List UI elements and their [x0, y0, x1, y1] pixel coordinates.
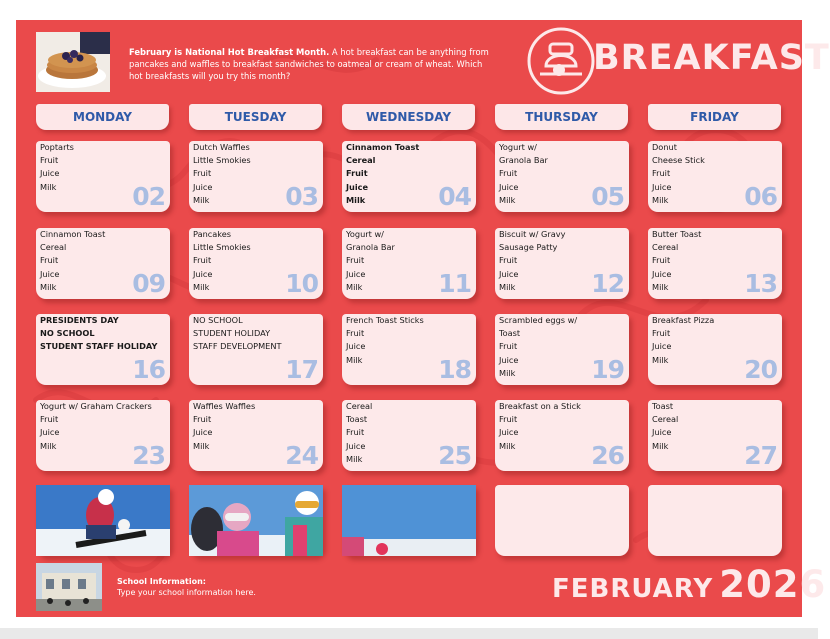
breakfast-logo-icon: [526, 26, 596, 96]
day-number: 20: [744, 355, 777, 384]
menu-item: Toast: [499, 328, 521, 339]
day-number: 27: [744, 441, 777, 470]
day-cell: [189, 400, 323, 471]
menu-items: [499, 228, 565, 294]
day-number: 09: [132, 269, 165, 298]
menu-item: Fruit: [193, 414, 212, 425]
menu-item: Juice: [652, 427, 672, 438]
menu-item: Poptarts: [40, 142, 74, 152]
menu-item: Sausage Patty: [499, 242, 558, 253]
month-year: [552, 563, 826, 606]
menu-item: Cereal: [652, 414, 679, 425]
menu-item: Milk: [652, 354, 669, 365]
menu-item: Granola Bar: [499, 155, 548, 166]
menu-item: Cinnamon Toast: [346, 142, 420, 152]
day-cell: [36, 228, 170, 299]
day-header-tuesday: TUESDAY: [189, 104, 322, 130]
menu-item: Milk: [499, 367, 516, 378]
day-cell: [36, 314, 170, 385]
menu-item: Milk: [346, 354, 363, 365]
menu-item: Granola Bar: [346, 242, 395, 253]
menu-item: Juice: [499, 427, 519, 438]
day-cell: [189, 141, 323, 212]
menu-item: Juice: [499, 354, 519, 365]
menu-item: Juice: [40, 168, 60, 179]
day-number: 02: [132, 182, 165, 211]
menu-items: [193, 228, 251, 294]
menu-item: Juice: [346, 440, 366, 451]
day-cell: [648, 141, 782, 212]
day-cell: [342, 400, 476, 471]
menu-item: Milk: [193, 194, 210, 205]
menu-item: Milk: [193, 440, 210, 451]
menu-items: [193, 314, 281, 354]
menu-item: Juice: [499, 268, 519, 279]
menu-item: Fruit: [499, 168, 518, 179]
menu-item: Juice: [346, 341, 366, 352]
day-number: 03: [285, 182, 318, 211]
menu-items: [499, 141, 548, 207]
menu-items: [40, 314, 157, 354]
menu-item: Milk: [346, 194, 366, 205]
day-number: 04: [438, 182, 471, 211]
menu-item: Juice: [346, 181, 369, 192]
day-number: 16: [132, 355, 165, 384]
day-cell: [189, 228, 323, 299]
menu-item: Cinnamon Toast: [40, 229, 106, 239]
menu-item: PRESIDENTS DAY: [40, 315, 119, 325]
day-cell: [495, 141, 629, 212]
menu-items: [193, 141, 251, 207]
menu-item: Butter Toast: [652, 229, 702, 239]
menu-item: Toast: [346, 414, 368, 425]
day-header-wednesday: WEDNESDAY: [342, 104, 475, 130]
menu-items: [40, 228, 105, 294]
menu-item: Juice: [40, 268, 60, 279]
day-cell: [495, 314, 629, 385]
blank-cell-thursday: [495, 485, 629, 556]
intro-body: A hot breakfast can be anything from pancakes and waffles to breakfast sandwiches to oatmeal or cream of wheat. Which hot breakfasts will you try this month?: [129, 47, 489, 81]
menu-item: Little Smokies: [193, 242, 251, 253]
brand-title: BREAKFAST: [593, 38, 830, 78]
menu-item: Milk: [346, 453, 363, 464]
menu-item: Milk: [652, 440, 669, 451]
menu-item: Cereal: [40, 242, 67, 253]
month-label: FEBRUARY: [552, 574, 714, 604]
menu-item: Milk: [193, 281, 210, 292]
day-header-thursday: THURSDAY: [495, 104, 628, 130]
day-cell: [495, 400, 629, 471]
menu-item: Yogurt w/: [346, 229, 384, 239]
day-number: 26: [591, 441, 624, 470]
menu-items: [652, 228, 701, 294]
menu-item: Juice: [652, 268, 672, 279]
snow-sky-photo: [342, 485, 476, 556]
menu-item: Cereal: [346, 155, 376, 166]
menu-item: Fruit: [499, 341, 518, 352]
menu-item: Milk: [499, 281, 516, 292]
menu-item: Juice: [346, 268, 366, 279]
intro-text: [129, 46, 489, 82]
school-building-photo: [36, 563, 102, 611]
menu-item: Juice: [652, 341, 672, 352]
menu-item: Yogurt w/ Graham Crackers: [40, 401, 152, 411]
menu-items: [346, 141, 419, 207]
menu-item: Breakfast on a Stick: [499, 401, 581, 411]
day-cell: [648, 400, 782, 471]
menu-items: [346, 400, 372, 466]
day-number: 12: [591, 269, 624, 298]
menu-item: Breakfast Pizza: [652, 315, 715, 325]
day-cell: [342, 141, 476, 212]
menu-item: Toast: [652, 401, 674, 411]
menu-items: [499, 314, 577, 380]
menu-items: [346, 228, 395, 294]
menu-item: Fruit: [40, 155, 59, 166]
menu-item: Juice: [193, 268, 213, 279]
menu-item: Fruit: [193, 168, 212, 179]
calendar-page: [16, 20, 830, 617]
menu-item: Fruit: [193, 255, 212, 266]
menu-item: STUDENT STAFF HOLIDAY: [40, 341, 158, 352]
menu-item: Milk: [40, 281, 57, 292]
menu-item: Juice: [40, 427, 60, 438]
menu-item: Cheese Stick: [652, 155, 705, 166]
menu-item: Juice: [652, 181, 672, 192]
day-cell: [648, 314, 782, 385]
intro-bold: February is National Hot Breakfast Month.: [129, 47, 330, 57]
menu-item: NO SCHOOL: [193, 315, 243, 325]
menu-item: Scrambled eggs w/: [499, 315, 578, 325]
menu-item: Milk: [40, 181, 57, 192]
menu-items: [499, 400, 581, 453]
menu-item: Little Smokies: [193, 155, 251, 166]
kids-skiing-photo: [189, 485, 323, 556]
menu-items: [652, 400, 678, 453]
menu-item: Donut: [652, 142, 677, 152]
day-cell: [342, 228, 476, 299]
menu-items: [346, 314, 424, 367]
menu-item: Fruit: [346, 427, 365, 438]
menu-item: Cereal: [652, 242, 679, 253]
menu-item: STUDENT HOLIDAY: [193, 328, 271, 339]
menu-item: Milk: [40, 440, 57, 451]
day-number: 23: [132, 441, 165, 470]
pancakes-photo: [36, 32, 110, 92]
menu-item: Fruit: [652, 168, 671, 179]
menu-items: [40, 141, 74, 194]
day-header-monday: MONDAY: [36, 104, 169, 130]
menu-item: French Toast Sticks: [346, 315, 424, 325]
day-number: 18: [438, 355, 471, 384]
menu-item: Fruit: [652, 255, 671, 266]
bottom-strip: [0, 628, 818, 639]
school-info: [117, 576, 256, 598]
day-number: 11: [438, 269, 471, 298]
menu-item: Fruit: [40, 255, 59, 266]
menu-item: Fruit: [346, 328, 365, 339]
school-info-title: School Information:: [117, 577, 207, 586]
menu-item: Fruit: [346, 255, 365, 266]
menu-item: Fruit: [346, 168, 368, 179]
menu-item: Fruit: [40, 414, 59, 425]
day-number: 17: [285, 355, 318, 384]
menu-item: Juice: [193, 181, 213, 192]
year-label: 2026: [719, 563, 827, 606]
menu-item: NO SCHOOL: [40, 328, 95, 339]
menu-item: Juice: [193, 427, 213, 438]
day-number: 19: [591, 355, 624, 384]
menu-item: Juice: [499, 181, 519, 192]
day-cell: [342, 314, 476, 385]
menu-item: Waffles Waffles: [193, 401, 256, 411]
menu-item: Milk: [652, 281, 669, 292]
snowboarder-photo: [36, 485, 170, 556]
day-cell: [495, 228, 629, 299]
menu-item: Pancakes: [193, 229, 232, 239]
day-number: 13: [744, 269, 777, 298]
day-cell: [36, 141, 170, 212]
day-header-friday: FRIDAY: [648, 104, 781, 130]
menu-items: [193, 400, 255, 453]
menu-item: STAFF DEVELOPMENT: [193, 341, 282, 352]
day-number: 06: [744, 182, 777, 211]
day-cell: [36, 400, 170, 471]
menu-item: Milk: [652, 194, 669, 205]
menu-item: Milk: [499, 440, 516, 451]
menu-item: Cereal: [346, 401, 373, 411]
blank-cell-friday: [648, 485, 782, 556]
menu-item: Milk: [499, 194, 516, 205]
day-number: 10: [285, 269, 318, 298]
day-cell: [648, 228, 782, 299]
menu-item: Biscuit w/ Gravy: [499, 229, 566, 239]
menu-item: Fruit: [652, 328, 671, 339]
menu-item: Fruit: [499, 255, 518, 266]
day-number: 25: [438, 441, 471, 470]
menu-item: Milk: [346, 281, 363, 292]
menu-item: Yogurt w/: [499, 142, 537, 152]
menu-item: Dutch Waffles: [193, 142, 250, 152]
menu-items: [652, 141, 705, 207]
day-cell: [189, 314, 323, 385]
menu-item: Fruit: [499, 414, 518, 425]
day-number: 05: [591, 182, 624, 211]
school-info-text[interactable]: Type your school information here.: [117, 588, 256, 597]
menu-items: [652, 314, 714, 367]
day-number: 24: [285, 441, 318, 470]
